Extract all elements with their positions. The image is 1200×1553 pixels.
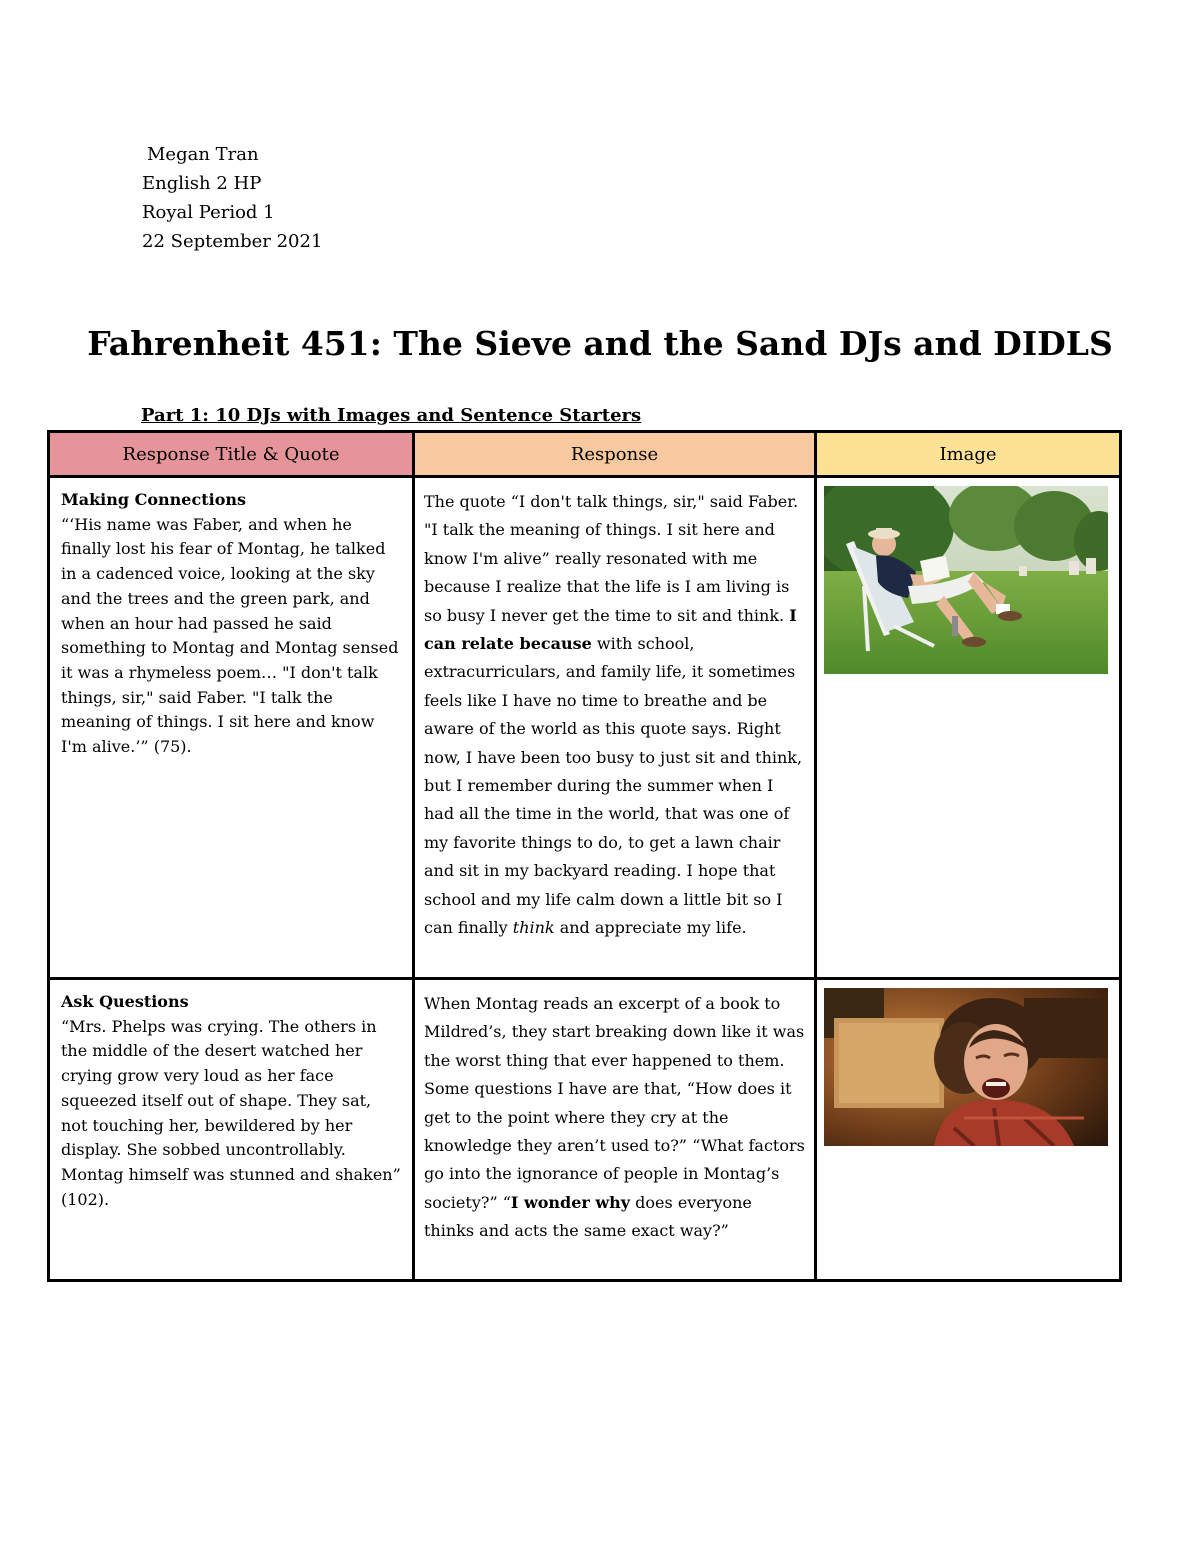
class-period: Royal Period 1 [142,202,275,223]
dj-quote: “Mrs. Phelps was crying. The others in the middle of the desert watched her crying grow very loud as her face squeezed itself out of shape. They sat, not touching her, bewildered by her display. She sobbed uncontrollably. Montag himself was stunned and shaken” (102). [61,1016,401,1209]
dj-table [47,430,1122,1282]
dj-title: Making Connections [61,490,247,509]
man-reading-in-lawn-chair-icon [824,486,1108,674]
image-cell [816,477,1121,979]
image-cell [816,979,1121,1281]
table-row [49,979,1121,1281]
response-text-end: and appreciate my life. [554,918,747,938]
response-emphasis: think [512,918,555,938]
sentence-starter: I can relate because [424,605,797,654]
sentence-starter: I wonder why [510,1192,631,1212]
response-cell [414,477,816,979]
response-text: When Montag reads an excerpt of a book to Mildred’s, they start breaking down like it was the worst thing that ever happened to them. Some questions I have are that, “How does it get to the point where they cry at the knowledge they aren’t used to?” “What factors go into the ignorance of people in Montag’s society?” “ [424,994,805,1212]
woman-crying-icon [824,988,1108,1146]
dj-title: Ask Questions [61,992,189,1011]
response-text-continued: with school, extracurriculars, and family life, it sometimes feels like I have no time to breathe and be aware of the world as this quote says. Right now, I have been too busy to just sit and think, but I remember during the summer when I had all the time in the world, that was one of my favorite things to do, to get a lawn chair and sit in my backyard reading. I hope that school and my life calm down a little bit so I can finally [424,634,803,938]
response-text: The quote “I don't talk things, sir," said Faber. "I talk the meaning of things. I sit here and know I'm alive” really resonated with me because I realize that the life is I am living is so busy I never get the time to sit and think. [424,492,799,625]
document-title: Fahrenheit 451: The Sieve and the Sand DJs and DIDLS [87,324,1113,363]
dj-quote: “‘His name was Faber, and when he finally lost his fear of Montag, he talked in a cadenced voice, looking at the sky and the trees and the green park, and when an hour had passed he said something to Montag and Montag sensed it was a rhymeless poem… "I don't talk things, sir," said Faber. "I talk the meaning of things. I sit here and know I'm alive.’” (75). [61,514,399,757]
response-cell [414,979,816,1281]
student-name: Megan Tran [147,144,259,165]
table-row [49,477,1121,979]
course-name: English 2 HP [142,173,262,194]
assignment-date: 22 September 2021 [142,231,323,252]
table-header-row [49,432,1121,477]
quote-cell [49,477,414,979]
student-header [142,140,322,256]
column-header-quote: Response Title & Quote [49,432,414,477]
column-header-response: Response [414,432,816,477]
part-heading: Part 1: 10 DJs with Images and Sentence Starters [141,405,642,426]
quote-cell [49,979,414,1281]
column-header-image: Image [816,432,1121,477]
response-text-end: does everyone thinks and acts the same exact way?” [424,1192,752,1241]
